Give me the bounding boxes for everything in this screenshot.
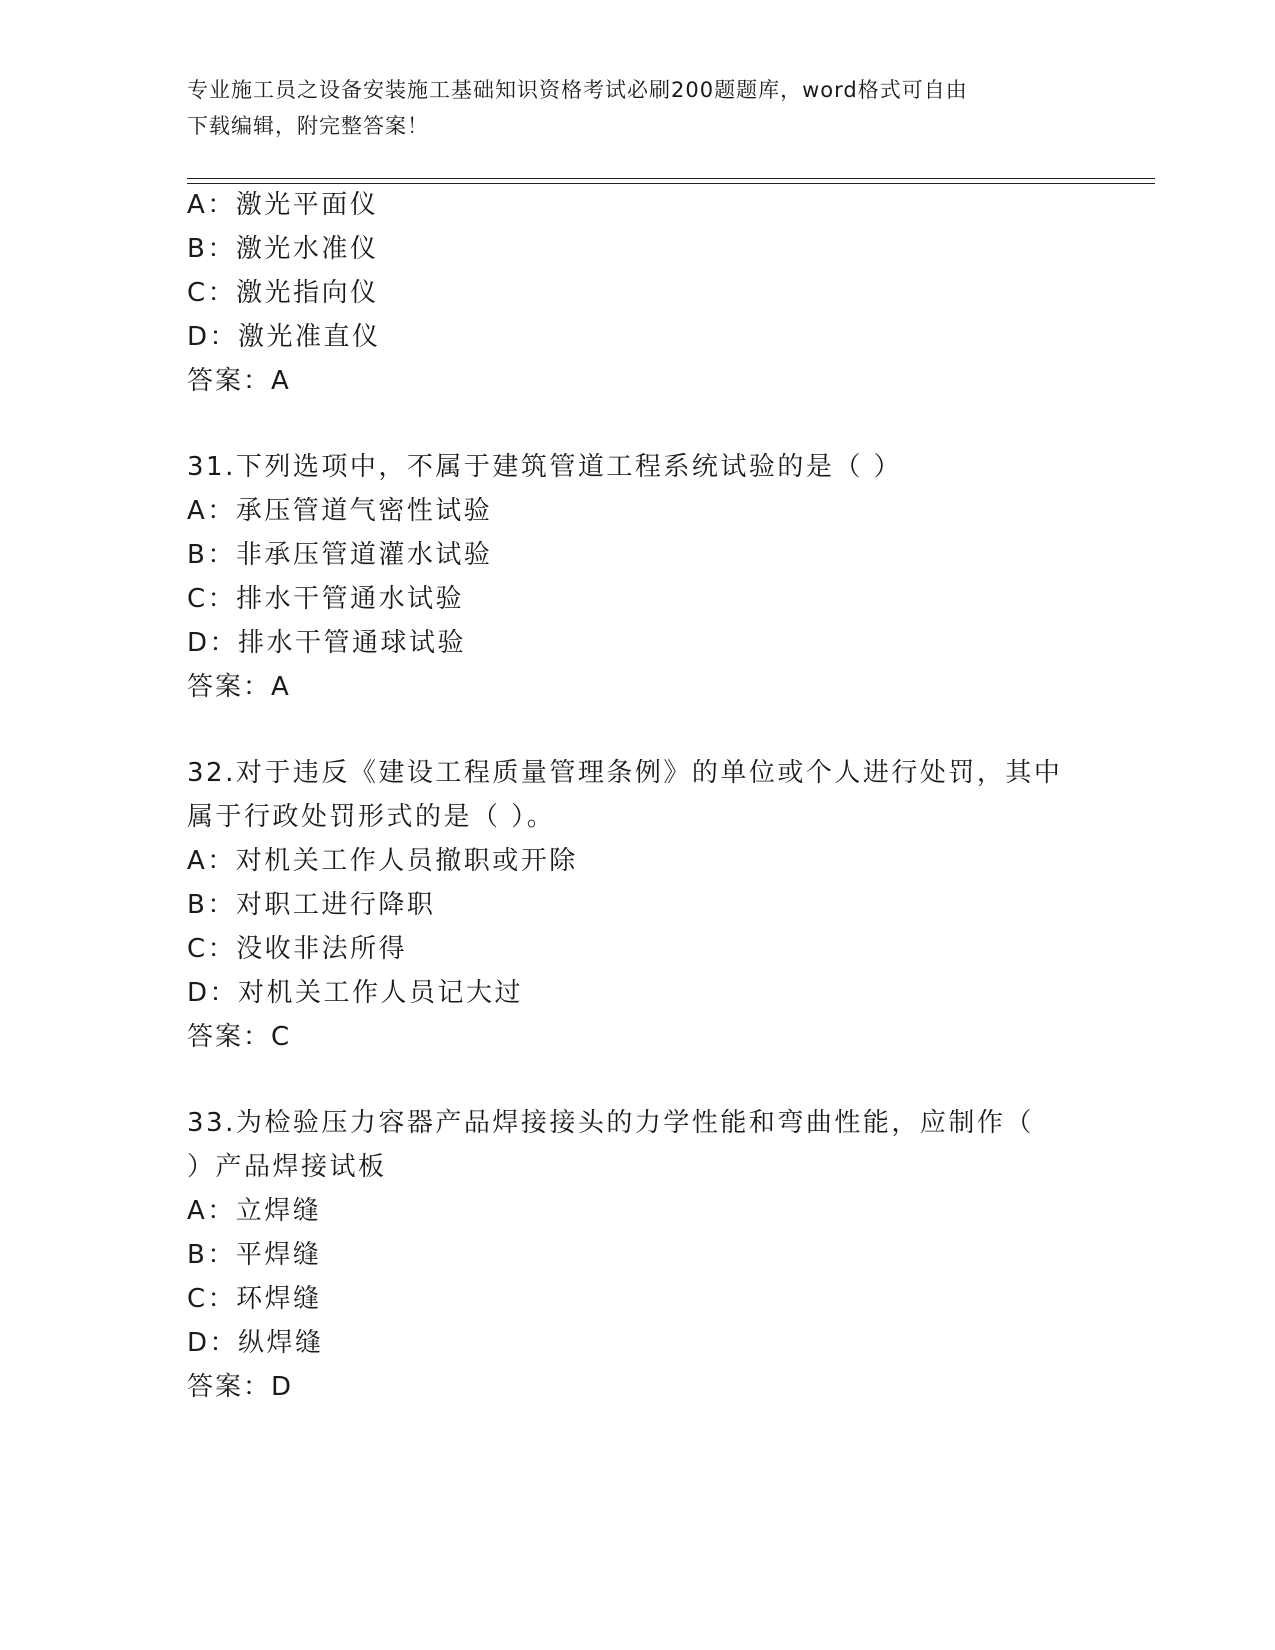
q31-question: 31.下列选项中，不属于建筑管道工程系统试验的是（ ）	[187, 452, 903, 482]
q30-option-d: D：激光准直仪	[187, 322, 381, 352]
q32-question-line-1: 32.对于违反《建设工程质量管理条例》的单位或个人进行处罚，其中	[187, 758, 1063, 788]
q30-option-c: C：激光指向仪	[187, 278, 379, 308]
q33-option-c: C：环焊缝	[187, 1284, 322, 1314]
q33-answer: 答案：D	[187, 1372, 294, 1402]
q31-answer: 答案：A	[187, 672, 291, 702]
q32-option-d: D：对机关工作人员记大过	[187, 978, 524, 1008]
q32-answer: 答案：C	[187, 1022, 292, 1052]
header-divider-top	[187, 178, 1155, 179]
q33-option-b: B：平焊缝	[187, 1240, 322, 1270]
q30-option-b: B：激光水准仪	[187, 234, 379, 264]
q32-option-b: B：对职工进行降职	[187, 890, 436, 920]
q31-option-b: B：非承压管道灌水试验	[187, 540, 493, 570]
q33-question-line-1: 33.为检验压力容器产品焊接接头的力学性能和弯曲性能，应制作（	[187, 1108, 1034, 1138]
q33-option-a: A：立焊缝	[187, 1196, 322, 1226]
q30-answer: 答案：A	[187, 366, 291, 396]
header-divider-bottom	[187, 183, 1155, 184]
q31-option-d: D：排水干管通球试验	[187, 628, 467, 658]
q33-option-d: D：纵焊缝	[187, 1328, 324, 1358]
header-line-2: 下载编辑，附完整答案！	[187, 114, 429, 138]
document-header	[187, 72, 1087, 144]
q31-option-c: C：排水干管通水试验	[187, 584, 465, 614]
q32-option-c: C：没收非法所得	[187, 934, 408, 964]
q32-question-line-2: 属于行政处罚形式的是（ ）。	[187, 802, 556, 832]
header-line-1: 专业施工员之设备安装施工基础知识资格考试必刷200题题库，word格式可自由	[187, 78, 968, 102]
q32-option-a: A：对机关工作人员撤职或开除	[187, 846, 578, 876]
q33-question-line-2: ）产品焊接试板	[187, 1152, 387, 1182]
q31-option-a: A：承压管道气密性试验	[187, 496, 493, 526]
q30-option-a: A：激光平面仪	[187, 190, 379, 220]
